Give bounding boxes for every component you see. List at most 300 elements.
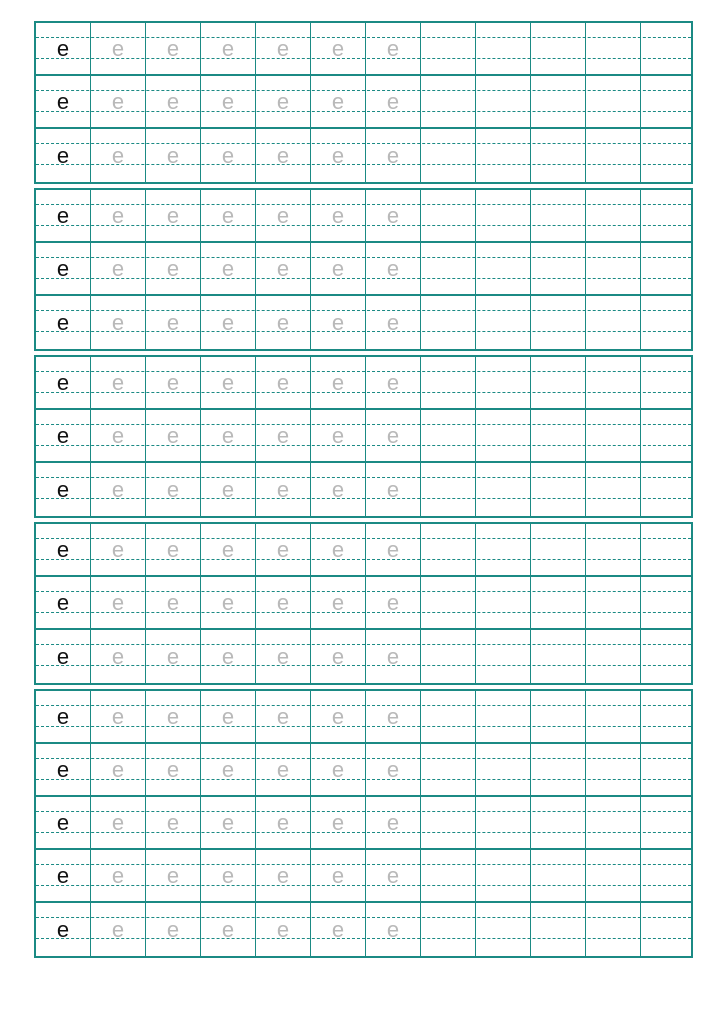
trace-letter: e xyxy=(221,536,235,562)
trace-letter: e xyxy=(166,142,180,168)
blank-practice-cell xyxy=(641,243,695,294)
trace-letter: e xyxy=(331,589,345,615)
trace-letter-cell xyxy=(366,691,421,742)
trace-letter-cell xyxy=(366,357,421,408)
trace-letter: e xyxy=(221,862,235,888)
trace-letter-cell xyxy=(366,524,421,575)
trace-letter-cell xyxy=(146,744,201,795)
blank-practice-cell xyxy=(641,463,695,516)
blank-practice-cell xyxy=(586,691,641,742)
trace-letter-cell xyxy=(146,410,201,461)
trace-letter: e xyxy=(386,309,400,335)
trace-letter: e xyxy=(111,422,125,448)
trace-letter-cell xyxy=(256,190,311,241)
trace-letter: e xyxy=(221,422,235,448)
trace-letter: e xyxy=(111,703,125,729)
blank-practice-cell xyxy=(641,296,695,349)
model-letter: e xyxy=(56,476,70,502)
trace-letter-cell xyxy=(201,190,256,241)
trace-letter: e xyxy=(166,916,180,942)
trace-letter: e xyxy=(111,916,125,942)
trace-letter: e xyxy=(111,536,125,562)
trace-letter-cell xyxy=(366,577,421,628)
practice-row xyxy=(36,129,691,182)
blank-practice-cell xyxy=(531,190,586,241)
trace-letter: e xyxy=(166,35,180,61)
trace-letter: e xyxy=(111,202,125,228)
blank-practice-cell xyxy=(586,524,641,575)
trace-letter-cell xyxy=(201,850,256,901)
row-group xyxy=(34,188,693,351)
trace-letter-cell xyxy=(366,76,421,127)
trace-letter-cell xyxy=(366,410,421,461)
trace-letter-cell xyxy=(311,243,366,294)
practice-row xyxy=(36,190,691,243)
trace-letter: e xyxy=(111,142,125,168)
blank-practice-cell xyxy=(641,797,695,848)
trace-letter: e xyxy=(221,309,235,335)
trace-letter-cell xyxy=(256,524,311,575)
trace-letter-cell xyxy=(256,903,311,956)
practice-row xyxy=(36,410,691,463)
model-letter-cell xyxy=(36,850,91,901)
trace-letter: e xyxy=(386,589,400,615)
trace-letter: e xyxy=(331,862,345,888)
model-letter-cell xyxy=(36,630,91,683)
trace-letter: e xyxy=(221,35,235,61)
blank-practice-cell xyxy=(531,129,586,182)
blank-practice-cell xyxy=(531,630,586,683)
trace-letter-cell xyxy=(256,23,311,74)
blank-practice-cell xyxy=(421,129,476,182)
trace-letter-cell xyxy=(366,850,421,901)
blank-practice-cell xyxy=(476,524,531,575)
model-letter: e xyxy=(56,756,70,782)
model-letter-cell xyxy=(36,524,91,575)
trace-letter: e xyxy=(331,369,345,395)
trace-letter: e xyxy=(386,916,400,942)
trace-letter: e xyxy=(111,643,125,669)
trace-letter: e xyxy=(166,862,180,888)
trace-letter: e xyxy=(166,536,180,562)
trace-letter: e xyxy=(386,809,400,835)
trace-letter-cell xyxy=(366,243,421,294)
blank-practice-cell xyxy=(586,296,641,349)
blank-practice-cell xyxy=(531,410,586,461)
trace-letter: e xyxy=(166,643,180,669)
blank-practice-cell xyxy=(421,744,476,795)
blank-practice-cell xyxy=(586,903,641,956)
trace-letter: e xyxy=(111,862,125,888)
practice-row xyxy=(36,797,691,850)
model-letter: e xyxy=(56,916,70,942)
trace-letter: e xyxy=(331,643,345,669)
blank-practice-cell xyxy=(531,744,586,795)
trace-letter: e xyxy=(331,536,345,562)
blank-practice-cell xyxy=(641,76,695,127)
practice-row xyxy=(36,630,691,683)
practice-row xyxy=(36,744,691,797)
trace-letter: e xyxy=(331,476,345,502)
model-letter-cell xyxy=(36,129,91,182)
row-group xyxy=(34,689,693,958)
model-letter: e xyxy=(56,142,70,168)
blank-practice-cell xyxy=(421,23,476,74)
blank-practice-cell xyxy=(641,577,695,628)
blank-practice-cell xyxy=(476,296,531,349)
trace-letter: e xyxy=(221,369,235,395)
trace-letter-cell xyxy=(91,903,146,956)
trace-letter: e xyxy=(331,88,345,114)
trace-letter: e xyxy=(276,703,290,729)
trace-letter: e xyxy=(221,756,235,782)
trace-letter: e xyxy=(221,703,235,729)
trace-letter: e xyxy=(111,88,125,114)
blank-practice-cell xyxy=(476,410,531,461)
blank-practice-cell xyxy=(531,524,586,575)
trace-letter-cell xyxy=(201,630,256,683)
trace-letter: e xyxy=(276,809,290,835)
blank-practice-cell xyxy=(421,797,476,848)
model-letter-cell xyxy=(36,190,91,241)
blank-practice-cell xyxy=(641,129,695,182)
blank-practice-cell xyxy=(476,129,531,182)
trace-letter-cell xyxy=(146,357,201,408)
blank-practice-cell xyxy=(421,243,476,294)
trace-letter-cell xyxy=(256,691,311,742)
model-letter-cell xyxy=(36,296,91,349)
trace-letter: e xyxy=(221,643,235,669)
practice-row xyxy=(36,524,691,577)
trace-letter-cell xyxy=(256,577,311,628)
trace-letter: e xyxy=(166,202,180,228)
trace-letter-cell xyxy=(201,524,256,575)
trace-letter-cell xyxy=(201,129,256,182)
model-letter: e xyxy=(56,422,70,448)
model-letter: e xyxy=(56,255,70,281)
trace-letter-cell xyxy=(201,23,256,74)
trace-letter: e xyxy=(111,35,125,61)
row-group xyxy=(34,522,693,685)
blank-practice-cell xyxy=(586,744,641,795)
trace-letter-cell xyxy=(91,23,146,74)
blank-practice-cell xyxy=(476,76,531,127)
model-letter-cell xyxy=(36,691,91,742)
model-letter: e xyxy=(56,862,70,888)
blank-practice-cell xyxy=(476,357,531,408)
trace-letter: e xyxy=(331,309,345,335)
trace-letter: e xyxy=(386,536,400,562)
trace-letter: e xyxy=(111,589,125,615)
trace-letter-cell xyxy=(146,903,201,956)
model-letter: e xyxy=(56,88,70,114)
trace-letter-cell xyxy=(146,797,201,848)
trace-letter-cell xyxy=(201,410,256,461)
trace-letter: e xyxy=(166,369,180,395)
practice-row xyxy=(36,463,691,516)
trace-letter-cell xyxy=(256,463,311,516)
trace-letter: e xyxy=(331,255,345,281)
trace-letter: e xyxy=(386,862,400,888)
trace-letter: e xyxy=(331,35,345,61)
trace-letter: e xyxy=(276,862,290,888)
blank-practice-cell xyxy=(531,577,586,628)
blank-practice-cell xyxy=(476,903,531,956)
trace-letter-cell xyxy=(311,23,366,74)
trace-letter-cell xyxy=(366,296,421,349)
trace-letter: e xyxy=(386,35,400,61)
trace-letter-cell xyxy=(91,129,146,182)
trace-letter-cell xyxy=(91,797,146,848)
model-letter-cell xyxy=(36,744,91,795)
trace-letter-cell xyxy=(256,850,311,901)
blank-practice-cell xyxy=(641,357,695,408)
trace-letter-cell xyxy=(146,630,201,683)
blank-practice-cell xyxy=(586,129,641,182)
trace-letter-cell xyxy=(366,463,421,516)
trace-letter: e xyxy=(221,809,235,835)
model-letter: e xyxy=(56,809,70,835)
model-letter-cell xyxy=(36,76,91,127)
trace-letter: e xyxy=(276,756,290,782)
practice-row xyxy=(36,691,691,744)
trace-letter: e xyxy=(331,809,345,835)
model-letter-cell xyxy=(36,903,91,956)
trace-letter-cell xyxy=(366,744,421,795)
trace-letter-cell xyxy=(366,797,421,848)
trace-letter: e xyxy=(276,476,290,502)
trace-letter: e xyxy=(276,643,290,669)
trace-letter-cell xyxy=(256,243,311,294)
blank-practice-cell xyxy=(586,850,641,901)
trace-letter: e xyxy=(276,255,290,281)
trace-letter-cell xyxy=(311,524,366,575)
trace-letter-cell xyxy=(311,357,366,408)
model-letter-cell xyxy=(36,243,91,294)
trace-letter: e xyxy=(221,476,235,502)
trace-letter-cell xyxy=(146,23,201,74)
trace-letter-cell xyxy=(256,76,311,127)
trace-letter-cell xyxy=(91,744,146,795)
model-letter: e xyxy=(56,369,70,395)
trace-letter: e xyxy=(276,916,290,942)
trace-letter: e xyxy=(276,35,290,61)
blank-practice-cell xyxy=(531,850,586,901)
blank-practice-cell xyxy=(586,630,641,683)
trace-letter-cell xyxy=(201,797,256,848)
trace-letter-cell xyxy=(201,744,256,795)
trace-letter: e xyxy=(331,703,345,729)
blank-practice-cell xyxy=(641,23,695,74)
trace-letter: e xyxy=(386,255,400,281)
blank-practice-cell xyxy=(421,691,476,742)
blank-practice-cell xyxy=(421,190,476,241)
trace-letter-cell xyxy=(311,296,366,349)
practice-row xyxy=(36,243,691,296)
trace-letter-cell xyxy=(91,463,146,516)
practice-row xyxy=(36,296,691,349)
trace-letter: e xyxy=(276,309,290,335)
trace-letter-cell xyxy=(256,744,311,795)
trace-letter: e xyxy=(111,255,125,281)
trace-letter-cell xyxy=(146,243,201,294)
trace-letter: e xyxy=(111,309,125,335)
blank-practice-cell xyxy=(641,744,695,795)
practice-row xyxy=(36,850,691,903)
trace-letter-cell xyxy=(311,129,366,182)
trace-letter: e xyxy=(276,536,290,562)
blank-practice-cell xyxy=(641,410,695,461)
blank-practice-cell xyxy=(586,410,641,461)
trace-letter: e xyxy=(166,703,180,729)
trace-letter-cell xyxy=(91,410,146,461)
trace-letter-cell xyxy=(91,190,146,241)
blank-practice-cell xyxy=(476,463,531,516)
trace-letter-cell xyxy=(201,691,256,742)
model-letter: e xyxy=(56,202,70,228)
trace-letter-cell xyxy=(201,903,256,956)
trace-letter: e xyxy=(386,88,400,114)
blank-practice-cell xyxy=(476,691,531,742)
trace-letter-cell xyxy=(366,630,421,683)
blank-practice-cell xyxy=(476,243,531,294)
trace-letter-cell xyxy=(91,76,146,127)
model-letter: e xyxy=(56,536,70,562)
trace-letter-cell xyxy=(366,903,421,956)
trace-letter: e xyxy=(386,422,400,448)
trace-letter: e xyxy=(331,422,345,448)
trace-letter: e xyxy=(111,369,125,395)
trace-letter: e xyxy=(386,142,400,168)
trace-letter-cell xyxy=(256,410,311,461)
trace-letter-cell xyxy=(311,577,366,628)
blank-practice-cell xyxy=(531,903,586,956)
trace-letter-cell xyxy=(311,850,366,901)
trace-letter: e xyxy=(386,476,400,502)
trace-letter: e xyxy=(111,809,125,835)
blank-practice-cell xyxy=(531,76,586,127)
practice-row xyxy=(36,23,691,76)
blank-practice-cell xyxy=(421,630,476,683)
blank-practice-cell xyxy=(641,850,695,901)
trace-letter: e xyxy=(221,916,235,942)
trace-letter-cell xyxy=(366,23,421,74)
trace-letter-cell xyxy=(91,524,146,575)
trace-letter-cell xyxy=(311,76,366,127)
trace-letter-cell xyxy=(91,577,146,628)
blank-practice-cell xyxy=(531,691,586,742)
trace-letter: e xyxy=(386,703,400,729)
trace-letter: e xyxy=(221,255,235,281)
model-letter: e xyxy=(56,703,70,729)
blank-practice-cell xyxy=(476,797,531,848)
blank-practice-cell xyxy=(586,243,641,294)
model-letter-cell xyxy=(36,357,91,408)
trace-letter-cell xyxy=(366,190,421,241)
trace-letter-cell xyxy=(91,357,146,408)
blank-practice-cell xyxy=(421,296,476,349)
trace-letter: e xyxy=(166,476,180,502)
blank-practice-cell xyxy=(586,76,641,127)
trace-letter: e xyxy=(166,422,180,448)
trace-letter-cell xyxy=(146,463,201,516)
blank-practice-cell xyxy=(421,76,476,127)
blank-practice-cell xyxy=(641,691,695,742)
trace-letter-cell xyxy=(146,524,201,575)
trace-letter-cell xyxy=(311,691,366,742)
blank-practice-cell xyxy=(586,190,641,241)
trace-letter: e xyxy=(331,142,345,168)
trace-letter-cell xyxy=(91,691,146,742)
trace-letter: e xyxy=(221,202,235,228)
trace-letter-cell xyxy=(256,797,311,848)
blank-practice-cell xyxy=(531,296,586,349)
trace-letter-cell xyxy=(311,190,366,241)
trace-letter-cell xyxy=(311,463,366,516)
trace-letter-cell xyxy=(146,577,201,628)
trace-letter: e xyxy=(386,369,400,395)
trace-letter-cell xyxy=(91,296,146,349)
model-letter-cell xyxy=(36,463,91,516)
trace-letter: e xyxy=(221,589,235,615)
trace-letter-cell xyxy=(256,630,311,683)
trace-letter-cell xyxy=(201,357,256,408)
trace-letter: e xyxy=(276,202,290,228)
model-letter: e xyxy=(56,35,70,61)
model-letter: e xyxy=(56,643,70,669)
trace-letter: e xyxy=(221,88,235,114)
trace-letter: e xyxy=(111,756,125,782)
model-letter-cell xyxy=(36,797,91,848)
blank-practice-cell xyxy=(476,190,531,241)
blank-practice-cell xyxy=(421,850,476,901)
blank-practice-cell xyxy=(531,463,586,516)
trace-letter-cell xyxy=(201,243,256,294)
trace-letter: e xyxy=(386,643,400,669)
trace-letter: e xyxy=(166,255,180,281)
trace-letter: e xyxy=(276,422,290,448)
trace-letter-cell xyxy=(201,463,256,516)
trace-letter: e xyxy=(331,756,345,782)
blank-practice-cell xyxy=(421,357,476,408)
row-group xyxy=(34,355,693,518)
blank-practice-cell xyxy=(586,23,641,74)
practice-row xyxy=(36,577,691,630)
blank-practice-cell xyxy=(476,23,531,74)
blank-practice-cell xyxy=(421,577,476,628)
blank-practice-cell xyxy=(586,577,641,628)
trace-letter: e xyxy=(386,756,400,782)
trace-letter-cell xyxy=(256,296,311,349)
practice-row xyxy=(36,76,691,129)
trace-letter-cell xyxy=(146,296,201,349)
trace-letter-cell xyxy=(146,129,201,182)
blank-practice-cell xyxy=(421,410,476,461)
trace-letter-cell xyxy=(311,410,366,461)
practice-row xyxy=(36,357,691,410)
blank-practice-cell xyxy=(421,463,476,516)
trace-letter-cell xyxy=(201,577,256,628)
trace-letter-cell xyxy=(146,76,201,127)
trace-letter: e xyxy=(166,589,180,615)
row-group xyxy=(34,21,693,184)
blank-practice-cell xyxy=(531,23,586,74)
model-letter-cell xyxy=(36,577,91,628)
trace-letter: e xyxy=(276,589,290,615)
trace-letter-cell xyxy=(146,850,201,901)
blank-practice-cell xyxy=(586,463,641,516)
trace-letter-cell xyxy=(201,296,256,349)
